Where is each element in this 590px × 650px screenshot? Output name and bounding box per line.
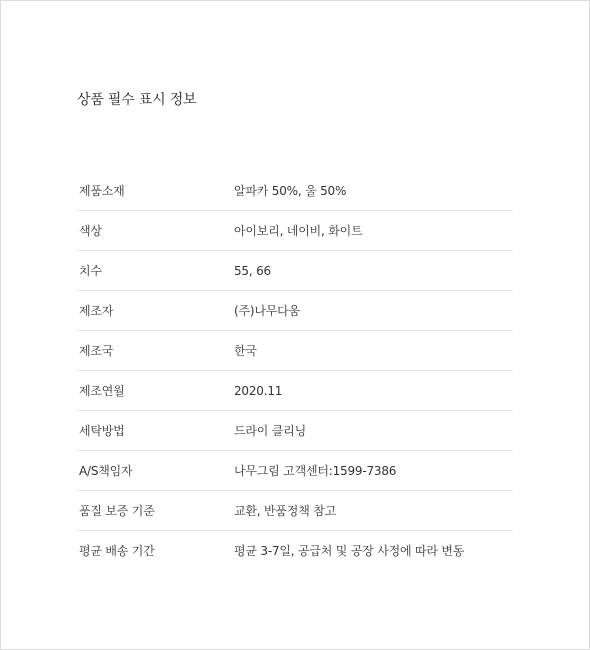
table-row: [77, 531, 513, 571]
product-info-table: [77, 171, 513, 570]
row-label-material: 제품소재: [77, 171, 234, 211]
row-label-color: 색상: [77, 211, 234, 251]
row-value-quality-standard: 교환, 반품정책 참고: [234, 491, 513, 531]
row-label-quality-standard: 품질 보증 기준: [77, 491, 234, 531]
row-label-delivery-period: 평균 배송 기간: [79, 544, 155, 558]
table-row: [77, 331, 513, 371]
table-row: [77, 451, 513, 491]
section-title: 상품 필수 표시 정보: [77, 92, 197, 108]
table-row: [77, 371, 513, 411]
row-value-color: 아이보리, 네이비, 화이트: [234, 211, 513, 251]
row-value-as-contact: 나무그림 고객센터:1599-7386: [234, 451, 513, 491]
row-label-manufacture-date: 제조연월: [77, 371, 234, 411]
table-row: [77, 251, 513, 291]
row-label-size: 치수: [77, 251, 234, 291]
row-value-delivery-period: 평균 3-7일, 공급처 및 공장 사정에 따라 변동: [234, 544, 465, 558]
row-value-washing: 드라이 클리닝: [234, 411, 513, 451]
row-value-country: 한국: [234, 331, 513, 371]
row-value-manufacturer: (주)나무다움: [234, 291, 513, 331]
row-value-size: 55, 66: [234, 251, 513, 291]
table-row: [77, 211, 513, 251]
row-label-as-contact: A/S책임자: [77, 451, 234, 491]
row-value-manufacture-date: 2020.11: [234, 371, 513, 411]
row-label-manufacturer: 제조자: [77, 291, 234, 331]
table-row: [77, 491, 513, 531]
row-label-washing: 세탁방법: [77, 411, 234, 451]
table-row: [77, 411, 513, 451]
table-row: [77, 291, 513, 331]
row-label-country: 제조국: [77, 331, 234, 371]
table-row: [77, 171, 513, 211]
row-value-material: 알파카 50%, 울 50%: [234, 171, 513, 211]
